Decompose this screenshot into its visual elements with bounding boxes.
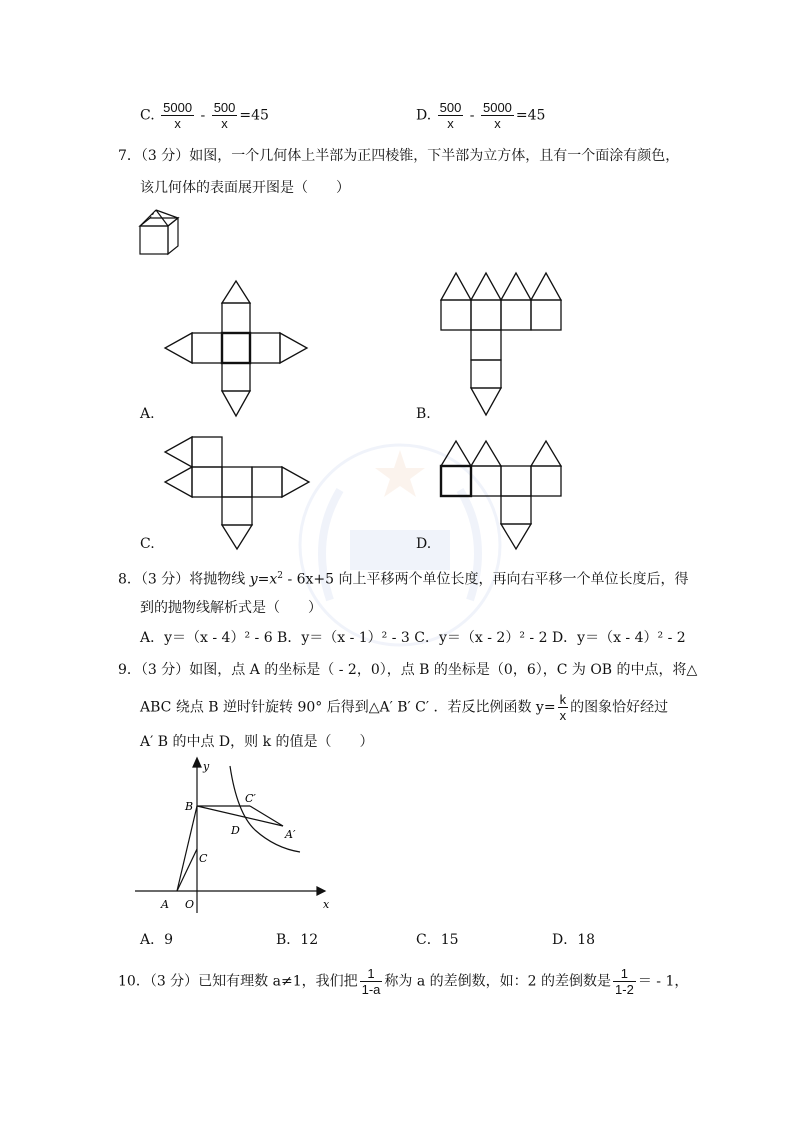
q9-label-b: B — [185, 800, 194, 813]
q8-line1: 8．（3 分）将抛物线 $y=x^2 - 6x+5$ 向上平移两个单位长度，再向右平移一个单位长度后，得 — [118, 571, 689, 588]
q9-coordinate-figure — [135, 758, 335, 918]
q6-d-frac2: $\frac{5000}{x}$ — [482, 100, 512, 131]
q6-c-frac1: $\frac{5000}{x}$ — [163, 100, 193, 131]
q7-option-d-label: D. — [416, 536, 432, 552]
q9-label-c-prime: C′ — [245, 792, 256, 805]
q7-line2: 该几何体的表面展开图是（ ） — [140, 180, 350, 196]
q7-option-a-label: A. — [140, 406, 155, 422]
q6-option-d: D. $\frac{500}{x}$ - $\frac{5000}{x}$ =45 — [416, 100, 546, 131]
q9-option-d: D．18 — [552, 932, 596, 948]
q7-net-b — [438, 270, 568, 420]
q9-option-c: C．15 — [416, 932, 459, 948]
q6-d-frac1: $\frac{500}{x}$ — [439, 100, 462, 131]
q9-label-y: y — [203, 760, 210, 773]
q8-line2: 到的抛物线解析式是（ ） — [140, 600, 322, 616]
q7-net-c — [160, 434, 310, 552]
q9-label-o: O — [185, 898, 195, 911]
q9-option-b: B．12 — [276, 932, 319, 948]
q9-label-d: D — [231, 824, 240, 837]
q7-option-c-label: C. — [140, 536, 155, 552]
q9-option-a: A．9 — [140, 932, 174, 948]
q6-d-label: D. — [416, 107, 432, 124]
q10-line: 10．（3 分）已知有理数 a≠1，我们把 $\frac{1}{1-a}$ 称为 a 的差倒数，如：2 的差倒数是 $\frac{1}{1-2}$ ＝ - 1， — [118, 966, 689, 997]
q7-net-d — [438, 436, 568, 554]
q6-option-c: C. $\frac{5000}{x}$ - $\frac{500}{x}$ =45 — [140, 100, 269, 131]
q7-net-a — [160, 276, 310, 421]
q7-option-b-label: B. — [416, 406, 431, 422]
q9-label-a: A — [161, 898, 169, 911]
q9-label-x: x — [323, 898, 330, 911]
q9-label-c: C — [199, 852, 208, 865]
q9-line2: ABC 绕点 B 逆时针旋转 90° 后得到△A′ B′ C′ ．若反比例函数 y= $\frac{k}{x}$ 的图象恰好经过 — [140, 692, 669, 723]
q6-c-frac2: $\frac{500}{x}$ — [213, 100, 236, 131]
q8-options: A．y＝（x - 4）² - 6 B．y＝（x - 1）² - 3 C．y＝（x - 2）² - 2 D．y＝（x - 4）² - 2 — [140, 630, 686, 646]
q9-line3: A′ B 的中点 D，则 k 的值是（ ） — [140, 734, 374, 750]
q9-label-a-prime: A′ — [285, 828, 296, 841]
q6-c-label: C. — [140, 107, 155, 124]
q9-line1: 9．（3 分）如图，点 A 的坐标是（ - 2，0），点 B 的坐标是（0，6），C 为 OB 的中点，将△ — [118, 662, 698, 678]
q7-solid-figure — [136, 208, 186, 258]
q7-line1: 7．（3 分）如图，一个几何体上半部为正四棱锥，下半部为立方体，且有一个面涂有颜色， — [118, 148, 680, 164]
